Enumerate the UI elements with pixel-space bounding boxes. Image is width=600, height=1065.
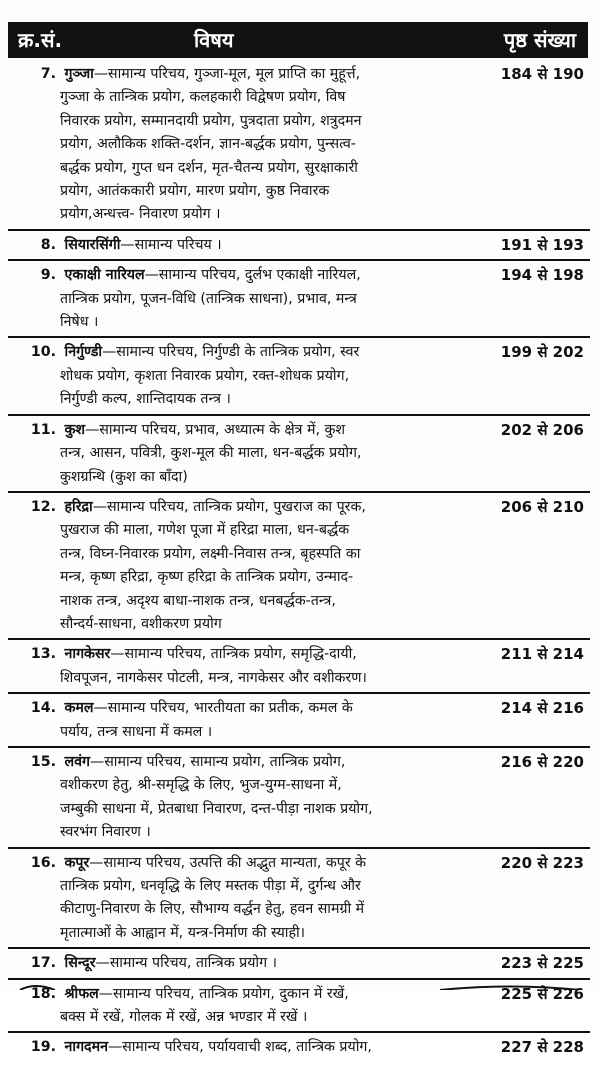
toc-entry-line: [8, 697, 480, 720]
toc-entry-number: 14.: [30, 700, 56, 717]
toc-entry-page-range: 199 से 202: [500, 343, 584, 362]
toc-entry: [8, 983, 590, 1034]
toc-entry-description: —सामान्य परिचय, पर्यायवाची शब्द, तान्त्रिक प्रयोग,: [107, 1039, 372, 1056]
toc-entry-page-range: 184 से 190: [500, 65, 584, 83]
toc-entry: [8, 496, 590, 640]
toc-entry-text: [30, 341, 480, 411]
toc-entry: [8, 234, 590, 261]
toc-entry-text: [40, 234, 480, 257]
toc-entry-page-range: 211 से 214: [500, 645, 584, 664]
toc-entry-line: वशीकरण हेतु, श्री-समृद्धि के लिए, भुज-युग्म-साधना में,: [60, 777, 342, 794]
toc-entry-line: [8, 234, 480, 257]
toc-entry-text: [30, 952, 480, 975]
toc-entry-title: श्रीफल: [64, 985, 99, 1002]
toc-entry: [8, 264, 590, 338]
toc-entry-line: जम्बुकी साधना में, प्रेतबाधा निवारण, दन्त-पीड़ा नाशक प्रयोग,: [60, 800, 373, 817]
toc-entry-text: [30, 643, 480, 690]
toc-entry-title: निर्गुण्डी: [64, 344, 103, 361]
toc-entry-page-range: 216 से 220: [500, 752, 584, 771]
header-page-count: पृष्ठ संख्या: [503, 28, 576, 52]
toc-entry-page-range: 225 से 226: [500, 984, 584, 1003]
toc-entry-line: मन्त्र, कृष्ण हरिद्रा, कृष्ण हरिद्रा के तान्त्रिक प्रयोग, उन्माद-: [60, 569, 354, 586]
toc-entry-description: —सामान्य परिचय, उत्पत्ति की अद्भुत मान्यता, कपूर के: [89, 854, 367, 871]
toc-entry-page-range: 220 से 223: [500, 853, 584, 872]
toc-entry-line: [8, 419, 480, 442]
toc-entry: [8, 751, 590, 849]
toc-entry-text: [30, 852, 480, 946]
toc-entry-line: निवारक प्रयोग, सम्मानदायी प्रयोग, पुत्रदाता प्रयोग, शत्रुदमन: [60, 112, 362, 129]
toc-entry-title: एकाक्षी नारियल: [64, 267, 145, 284]
toc-entry-text: [30, 419, 480, 489]
toc-entry-text: [30, 751, 480, 845]
table-header: [8, 22, 588, 58]
toc-entry-description: —सामान्य परिचय, गुञ्जा-मूल, मूल प्राप्ति का मुहूर्त्त,: [93, 66, 361, 82]
toc-entry-line: तान्त्रिक प्रयोग, धनवृद्धि के लिए मस्तक पीड़ा में, दुर्गन्ध और: [60, 878, 361, 894]
toc-entry-line: [8, 1036, 480, 1059]
toc-entry-line: तान्त्रिक प्रयोग, पूजन-विधि (तान्त्रिक साधना), प्रभाव, मन्त्र: [60, 290, 357, 307]
toc-entry-number: 8.: [40, 236, 56, 253]
toc-entry-line: पर्याय, तन्त्र साधना में कमल ।: [60, 723, 213, 740]
toc-entry-line: शिवपूजन, नागकेसर पोटली, मन्त्र, नागकेसर और वशीकरण।: [60, 669, 367, 686]
toc-entry-description: —सामान्य परिचय ।: [120, 236, 222, 253]
toc-entry-number: 12.: [30, 498, 56, 515]
toc-entry-line: [8, 264, 480, 287]
toc-entry-line: बक्स में रखें, गोलक में रखें, अन्न भण्डार में रखें ।: [60, 1009, 308, 1026]
toc-entry-text: [30, 1036, 480, 1059]
toc-entry-number: 9.: [40, 267, 56, 284]
toc-entry-line: निर्गुण्डी कल्प, शान्तिदायक तन्त्र ।: [60, 391, 231, 408]
toc-entry-line: प्रयोग,अन्धत्त्व- निवारण प्रयोग ।: [60, 206, 221, 223]
toc-entry-line: प्रयोग, अलौकिक शक्ति-दर्शन, ज्ञान-बर्द्धक प्रयोग, पुन्सत्व-: [60, 136, 356, 153]
toc-entry-number: 15.: [30, 753, 56, 770]
toc-entry-description: —सामान्य परिचय, निर्गुण्डी के तान्त्रिक प्रयोग, स्वर: [102, 344, 360, 361]
table-of-contents: [0, 63, 600, 1065]
toc-entry: [8, 697, 590, 748]
toc-entry-number: 17.: [30, 955, 56, 972]
toc-entry-description: —सामान्य परिचय, तान्त्रिक प्रयोग, दुकान में रखें,: [98, 985, 349, 1002]
toc-entry: [8, 643, 590, 694]
toc-entry-title: हरिद्रा: [64, 498, 93, 515]
toc-entry-description: —सामान्य परिचय, तान्त्रिक प्रयोग ।: [95, 955, 277, 972]
toc-entry: [8, 341, 590, 415]
toc-entry-line: प्रयोग, आतंककारी प्रयोग, मारण प्रयोग, कुष्ठ निवारक: [60, 183, 330, 200]
toc-entry: [8, 1036, 590, 1061]
toc-entry: [8, 952, 590, 979]
toc-entry-line: [8, 341, 480, 364]
toc-entry-line: [8, 852, 480, 875]
toc-entry-line: निषेध ।: [60, 314, 99, 331]
toc-entry-description: —सामान्य परिचय, तान्त्रिक प्रयोग, पुखराज का पूरक,: [92, 498, 366, 515]
toc-entry-description: —सामान्य परिचय, सामान्य प्रयोग, तान्त्रिक प्रयोग,: [90, 753, 346, 770]
toc-entry-number: 11.: [30, 421, 56, 438]
toc-entry-description: —सामान्य परिचय, प्रभाव, अध्यात्म के क्षेत्र में, कुश: [85, 421, 346, 438]
toc-entry-line: [8, 751, 480, 774]
toc-entry-title: कमल: [64, 700, 94, 717]
toc-entry-line: कुशग्रन्थि (कुश का बाँदा): [60, 468, 188, 485]
toc-entry-line: मृतात्माओं के आह्वान में, यन्त्र-निर्माण की स्याही।: [60, 924, 306, 941]
toc-entry-line: [8, 496, 480, 519]
toc-entry-text: [30, 697, 480, 744]
toc-entry-title: लवंग: [64, 753, 91, 770]
toc-entry-title: गुञ्जा: [64, 66, 94, 82]
toc-entry-page-range: 194 से 198: [500, 266, 584, 285]
toc-entry-title: कुश: [64, 421, 86, 438]
toc-entry-line: गुञ्जा के तान्त्रिक प्रयोग, कलहकारी विद्वेषण प्रयोग, विष: [60, 89, 346, 106]
toc-entry-page-range: 191 से 193: [500, 235, 584, 254]
toc-entry-page-range: 206 से 210: [500, 497, 584, 516]
toc-entry: [8, 63, 590, 231]
toc-entry-page-range: 202 से 206: [500, 420, 584, 439]
header-subject: विषय: [194, 28, 234, 52]
toc-entry-text: [40, 264, 480, 334]
toc-entry-number: 13.: [30, 646, 56, 663]
toc-entry: [8, 419, 590, 493]
toc-entry-description: —सामान्य परिचय, दुर्लभ एकाक्षी नारियल,: [144, 267, 361, 284]
toc-entry-page-range: 227 से 228: [500, 1038, 584, 1057]
toc-entry: [8, 852, 590, 950]
toc-entry-number: 16.: [30, 854, 56, 871]
toc-entry-number: 7.: [40, 66, 56, 82]
toc-entry-title: नागकेसर: [64, 646, 111, 663]
toc-entry-line: स्वरभंग निवारण ।: [60, 824, 151, 841]
toc-entry-line: तन्त्र, विघ्न-निवारक प्रयोग, लक्ष्मी-निवास तन्त्र, बृहस्पति का: [60, 545, 361, 562]
toc-entry-description: —सामान्य परिचय, तान्त्रिक प्रयोग, समृद्धि-दायी,: [110, 646, 357, 663]
toc-entry-number: 18.: [30, 985, 56, 1002]
toc-entry-number: 19.: [30, 1039, 56, 1056]
toc-entry-description: —सामान्य परिचय, भारतीयता का प्रतीक, कमल के: [93, 700, 353, 717]
toc-entry-title: सिन्दूर: [64, 955, 96, 972]
toc-entry-page-range: 214 से 216: [500, 699, 584, 718]
toc-entry-title: सियारसिंगी: [64, 236, 121, 253]
header-serial-number: क्र.सं.: [18, 28, 63, 52]
toc-entry-text: [40, 63, 480, 227]
toc-entry-number: 10.: [30, 344, 56, 361]
toc-entry-line: बर्द्धक प्रयोग, गुप्त धन दर्शन, मृत-चैतन्य प्रयोग, सुरक्षाकारी: [60, 159, 358, 176]
toc-entry-line: नाशक तन्त्र, अदृश्य बाधा-नाशक तन्त्र, धनबर्द्धक-तन्त्र,: [60, 592, 336, 609]
toc-entry-line: तन्त्र, आसन, पवित्री, कुश-मूल की माला, धन-बर्द्धक प्रयोग,: [60, 445, 362, 462]
toc-entry-line: पुखराज की माला, गणेश पूजा में हरिद्रा माला, धन-बर्द्धक: [60, 522, 350, 539]
toc-entry-line: सौन्दर्य-साधना, वशीकरण प्रयोग: [60, 615, 222, 632]
toc-entry-line: [8, 63, 480, 86]
toc-entry-line: शोधक प्रयोग, कृशता निवारक प्रयोग, रक्त-शोधक प्रयोग,: [60, 367, 350, 384]
toc-entry-line: [8, 643, 480, 666]
toc-entry-line: कीटाणु-निवारण के लिए, सौभाग्य वर्द्धन हेतु, हवन सामग्री में: [60, 901, 365, 918]
toc-entry-page-range: 223 से 225: [500, 954, 584, 973]
toc-entry-title: कपूर: [64, 854, 90, 871]
toc-entry-title: नागदमन: [64, 1039, 108, 1056]
toc-entry-line: [8, 952, 480, 975]
page-edge-marks: [0, 980, 600, 990]
toc-entry-text: [30, 496, 480, 636]
